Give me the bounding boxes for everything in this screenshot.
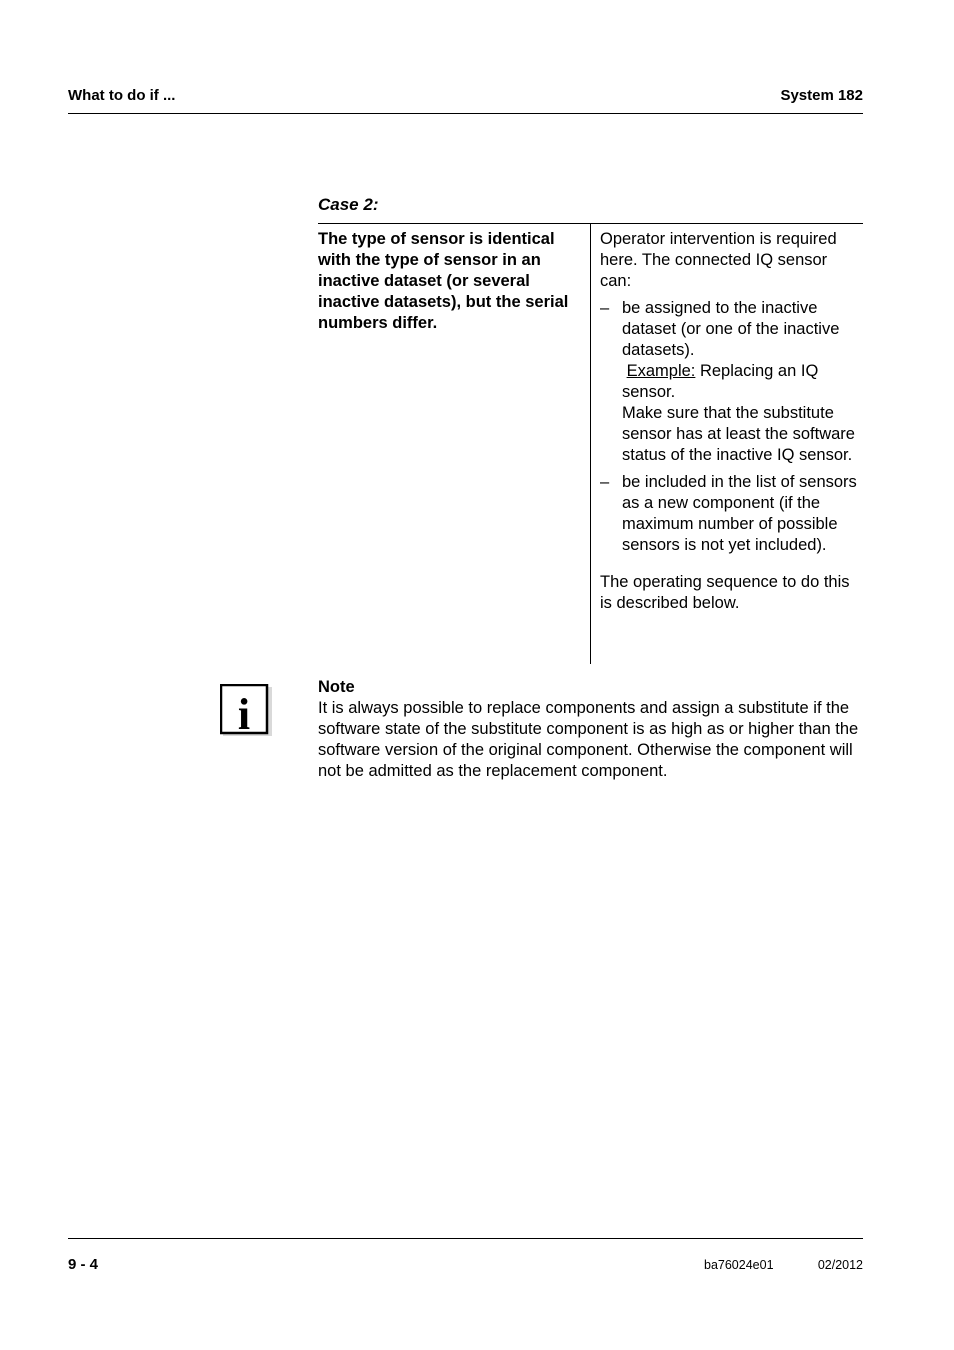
info-icon bbox=[220, 684, 272, 736]
action-options-list bbox=[600, 298, 862, 556]
example-text: Replacing an IQ sensor. bbox=[622, 362, 819, 401]
list-item bbox=[600, 298, 862, 466]
column-divider bbox=[590, 224, 591, 664]
document-id: ba76024e01 bbox=[704, 1258, 774, 1272]
running-header-chapter: What to do if ... bbox=[68, 87, 176, 104]
header-rule bbox=[68, 113, 863, 114]
list-item bbox=[600, 472, 862, 556]
list-dash: – bbox=[600, 299, 610, 317]
case-heading: Case 2: bbox=[318, 195, 379, 214]
case-table bbox=[318, 223, 863, 664]
case-condition: The type of sensor is identical with the type of sensor in an inactive dataset (or several inactive datasets), but the serial numbers differ. bbox=[318, 230, 569, 332]
note-body: It is always possible to replace components and assign a substitute if the software state of the substitute component is as high as or higher than the software version of the original component. Otherwise the component will not be admitted as the replacement component. bbox=[318, 699, 859, 780]
action-intro: Operator intervention is required here. The connected IQ sensor can: bbox=[600, 230, 837, 290]
page-number: 9 - 4 bbox=[68, 1256, 99, 1273]
info-glyph: i bbox=[237, 690, 251, 736]
footer-rule bbox=[68, 1238, 863, 1239]
example-label: Example: bbox=[626, 362, 696, 380]
note-title: Note bbox=[318, 678, 355, 696]
list-dash: – bbox=[600, 473, 610, 491]
option-text: be assigned to the inactive dataset (or one of the inactive datasets). bbox=[622, 299, 840, 359]
option-extra: Make sure that the substitute sensor has at least the software status of the inactive IQ sensor. bbox=[622, 404, 855, 464]
option-text: be included in the list of sensors as a new component (if the maximum number of possible sensors is not yet included). bbox=[622, 473, 857, 554]
document-date: 02/2012 bbox=[817, 1258, 863, 1272]
case-action bbox=[600, 229, 862, 614]
action-outro: The operating sequence to do this is described below. bbox=[600, 573, 850, 612]
running-header-product: System 182 bbox=[780, 87, 863, 104]
